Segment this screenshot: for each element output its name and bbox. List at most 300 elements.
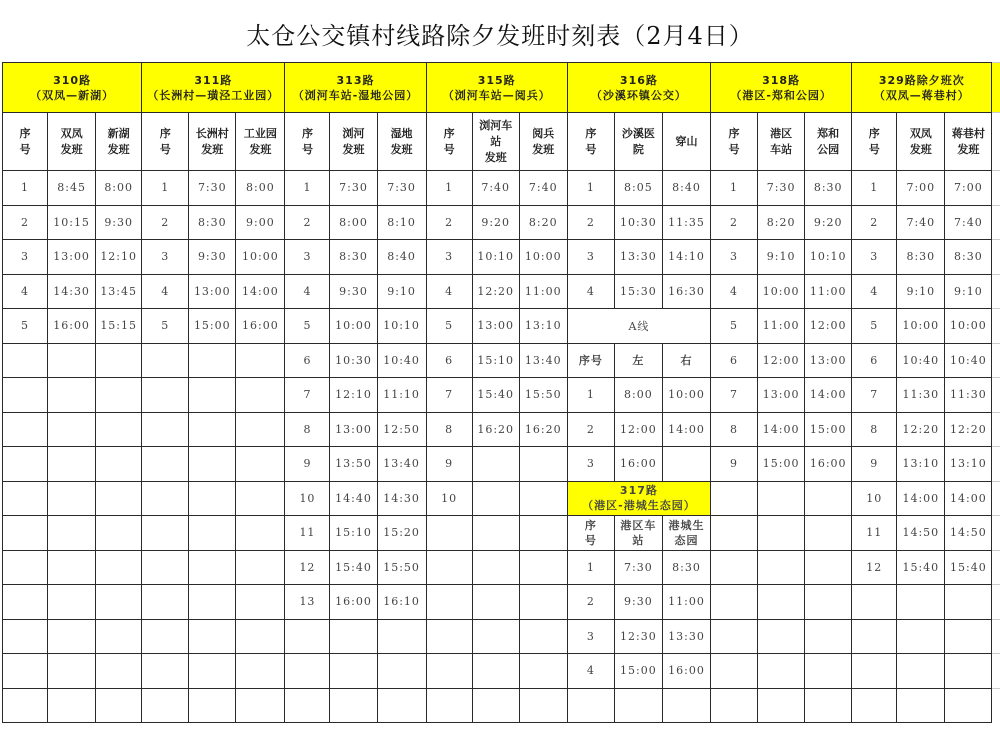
table-cell: 8:30 (945, 240, 992, 275)
empty-cell (189, 619, 236, 654)
empty-cell (236, 378, 285, 413)
table-cell: 11 (852, 516, 897, 551)
empty-grid-cell (992, 63, 1000, 113)
table-row (3, 240, 1000, 275)
table-cell: 9 (711, 447, 758, 482)
column-header: 长洲村 发班 (189, 113, 236, 171)
table-cell: 4 (567, 654, 614, 689)
empty-cell (945, 619, 992, 654)
empty-cell (711, 619, 758, 654)
table-cell: 9:30 (189, 240, 236, 275)
table-cell: 16:10 (377, 585, 426, 620)
route-endpoints: （港区-港城生态园） (582, 499, 696, 513)
table-cell: 3 (142, 240, 189, 275)
table-cell: 4 (567, 274, 614, 309)
empty-cell (758, 585, 805, 620)
empty-cell (189, 654, 236, 689)
empty-cell (236, 412, 285, 447)
table-cell: 9 (285, 447, 330, 482)
table-cell: 12:00 (758, 343, 805, 378)
table-cell: 3 (852, 240, 897, 275)
empty-cell (472, 619, 519, 654)
empty-grid-cell (992, 550, 1000, 585)
column-header: 郑和 公园 (805, 113, 852, 171)
table-cell: 2 (852, 205, 897, 240)
table-cell: 16:00 (805, 447, 852, 482)
table-cell: 5 (142, 309, 189, 344)
table-cell: 16:00 (330, 585, 377, 620)
empty-cell (662, 688, 710, 723)
empty-cell (472, 688, 519, 723)
column-header: 序号 (567, 343, 614, 378)
table-cell: 8:40 (662, 171, 710, 206)
route-name: 317路 (619, 484, 658, 498)
table-cell: 15:10 (472, 343, 519, 378)
empty-cell (711, 585, 758, 620)
route-endpoints: （长洲村—璜泾工业园） (147, 88, 280, 102)
route-name: 315路 (477, 73, 516, 87)
empty-cell (96, 481, 142, 516)
table-row (3, 205, 1000, 240)
table-cell: 12:30 (614, 619, 662, 654)
table-cell: 4 (3, 274, 48, 309)
empty-cell (285, 654, 330, 689)
route-endpoints: （双凤—蒋巷村） (873, 88, 970, 102)
table-cell: 5 (3, 309, 48, 344)
empty-cell (96, 447, 142, 482)
table-cell: 9:30 (614, 585, 662, 620)
table-cell: 2 (711, 205, 758, 240)
table-row (3, 343, 1000, 378)
table-cell: 1 (852, 171, 897, 206)
table-cell: 13:50 (330, 447, 377, 482)
empty-cell (758, 516, 805, 551)
empty-cell (472, 550, 519, 585)
column-header: 蒋巷村 发班 (945, 113, 992, 171)
empty-cell (3, 585, 48, 620)
empty-cell (142, 585, 189, 620)
empty-cell (377, 688, 426, 723)
table-cell (519, 481, 567, 516)
route-header-row (3, 63, 1000, 113)
empty-cell (897, 688, 945, 723)
empty-cell (711, 516, 758, 551)
column-header-row (3, 113, 1000, 171)
empty-cell (945, 585, 992, 620)
table-cell: 11:30 (945, 378, 992, 413)
table-row (3, 412, 1000, 447)
empty-grid-cell (992, 343, 1000, 378)
table-cell: 11:35 (662, 205, 710, 240)
table-cell: 10:10 (805, 240, 852, 275)
table-row (3, 688, 1000, 723)
empty-cell (472, 654, 519, 689)
table-cell: 7:40 (519, 171, 567, 206)
table-cell: 8:20 (519, 205, 567, 240)
table-cell: 5 (285, 309, 330, 344)
empty-cell (805, 688, 852, 723)
table-cell: 14:30 (377, 481, 426, 516)
column-header: 序 号 (142, 113, 189, 171)
empty-cell (897, 654, 945, 689)
table-cell: 10:00 (897, 309, 945, 344)
column-header: 新湖 发班 (96, 113, 142, 171)
table-cell: 14:50 (897, 516, 945, 551)
table-cell: 3 (3, 240, 48, 275)
table-cell: 11:00 (758, 309, 805, 344)
empty-cell (189, 516, 236, 551)
empty-cell (945, 688, 992, 723)
empty-cell (711, 688, 758, 723)
table-cell: 7:40 (472, 171, 519, 206)
empty-cell (48, 550, 96, 585)
table-cell: 13:30 (662, 619, 710, 654)
table-cell: 10:00 (758, 274, 805, 309)
table-cell: 11:30 (897, 378, 945, 413)
table-cell: 7:00 (945, 171, 992, 206)
table-cell: 8:00 (330, 205, 377, 240)
table-cell: 4 (426, 274, 472, 309)
empty-cell (3, 654, 48, 689)
column-header: 序 号 (567, 516, 614, 551)
empty-grid-cell (992, 412, 1000, 447)
empty-cell (236, 550, 285, 585)
table-cell: 16:30 (662, 274, 710, 309)
table-cell: 7 (285, 378, 330, 413)
table-cell: 11:00 (805, 274, 852, 309)
table-cell: 11:10 (377, 378, 426, 413)
table-row (3, 550, 1000, 585)
empty-grid-cell (992, 688, 1000, 723)
empty-cell (3, 516, 48, 551)
table-cell: 15:40 (330, 550, 377, 585)
table-cell: 14:50 (945, 516, 992, 551)
table-cell: 2 (567, 205, 614, 240)
table-cell: 16:20 (519, 412, 567, 447)
table-cell: 5 (426, 309, 472, 344)
empty-cell (758, 481, 805, 516)
table-cell: 8:40 (377, 240, 426, 275)
empty-cell (852, 585, 897, 620)
table-cell: 12:00 (614, 412, 662, 447)
empty-cell (96, 585, 142, 620)
table-cell: 2 (567, 412, 614, 447)
table-cell: 11:00 (519, 274, 567, 309)
empty-cell (3, 447, 48, 482)
table-cell: 15:00 (614, 654, 662, 689)
empty-cell (330, 688, 377, 723)
empty-cell (142, 447, 189, 482)
column-header: 湿地 发班 (377, 113, 426, 171)
empty-cell (567, 688, 614, 723)
table-cell: 1 (567, 378, 614, 413)
empty-cell (96, 516, 142, 551)
table-cell: 13:40 (519, 343, 567, 378)
table-row (3, 654, 1000, 689)
empty-cell (189, 447, 236, 482)
empty-cell (805, 481, 852, 516)
table-cell: 2 (142, 205, 189, 240)
empty-cell (142, 343, 189, 378)
table-cell: 13:00 (758, 378, 805, 413)
table-cell: 2 (567, 585, 614, 620)
empty-cell (189, 378, 236, 413)
table-cell: 13:00 (330, 412, 377, 447)
table-cell: 13:00 (189, 274, 236, 309)
table-cell: 9:30 (96, 205, 142, 240)
table-cell (472, 447, 519, 482)
table-cell: 14:00 (758, 412, 805, 447)
table-cell: 14:00 (805, 378, 852, 413)
empty-grid-cell (992, 205, 1000, 240)
empty-cell (519, 550, 567, 585)
empty-cell (472, 516, 519, 551)
route-header (567, 63, 710, 113)
table-cell: 10:00 (662, 378, 710, 413)
schedule-table (2, 62, 1000, 723)
route-name: 311路 (194, 73, 233, 87)
empty-cell (96, 550, 142, 585)
table-cell: 15:00 (758, 447, 805, 482)
table-cell: 7 (852, 378, 897, 413)
empty-cell (711, 550, 758, 585)
empty-cell (96, 343, 142, 378)
route-name: 310路 (53, 73, 92, 87)
route-endpoints: （双凤—新湖） (30, 88, 115, 102)
empty-cell (189, 343, 236, 378)
column-header: 双凤 发班 (897, 113, 945, 171)
column-header: 沙溪医 院 (614, 113, 662, 171)
table-cell: 13:10 (897, 447, 945, 482)
table-cell (662, 447, 710, 482)
column-header: 港区 车站 (758, 113, 805, 171)
table-cell: 8:10 (377, 205, 426, 240)
table-row (3, 447, 1000, 482)
table-cell: 6 (285, 343, 330, 378)
table-cell: 3 (567, 619, 614, 654)
empty-cell (377, 619, 426, 654)
table-cell: 5 (711, 309, 758, 344)
table-row (3, 171, 1000, 206)
empty-grid-cell (992, 516, 1000, 551)
table-cell: 8 (426, 412, 472, 447)
table-cell: 7:30 (377, 171, 426, 206)
empty-cell (852, 688, 897, 723)
route-header (711, 63, 852, 113)
table-cell: 8:30 (897, 240, 945, 275)
table-cell: 3 (285, 240, 330, 275)
table-cell: 2 (426, 205, 472, 240)
table-cell: 13 (285, 585, 330, 620)
table-cell: 10:40 (945, 343, 992, 378)
table-cell: 1 (285, 171, 330, 206)
empty-cell (3, 481, 48, 516)
table-cell: 10 (852, 481, 897, 516)
column-header: 浏河 发班 (330, 113, 377, 171)
empty-cell (96, 412, 142, 447)
empty-cell (519, 654, 567, 689)
table-cell: 10:00 (330, 309, 377, 344)
table-cell: 14:00 (236, 274, 285, 309)
empty-cell (189, 688, 236, 723)
empty-cell (48, 619, 96, 654)
empty-cell (48, 378, 96, 413)
table-cell: 13:40 (377, 447, 426, 482)
empty-cell (236, 447, 285, 482)
empty-grid-cell (992, 171, 1000, 206)
table-cell: 8:05 (614, 171, 662, 206)
table-cell: 9:10 (377, 274, 426, 309)
table-cell: 11:00 (662, 585, 710, 620)
table-cell: 9:10 (897, 274, 945, 309)
table-cell: 16:00 (236, 309, 285, 344)
empty-cell (519, 688, 567, 723)
empty-grid-cell (992, 619, 1000, 654)
table-cell: 12 (285, 550, 330, 585)
empty-cell (377, 654, 426, 689)
table-cell: 8:00 (614, 378, 662, 413)
table-cell: 7 (711, 378, 758, 413)
empty-cell (805, 585, 852, 620)
empty-cell (519, 516, 567, 551)
table-cell: 14:10 (662, 240, 710, 275)
table-cell: 15:30 (614, 274, 662, 309)
route-name: 329路除夕班次 (878, 73, 965, 87)
table-row (3, 619, 1000, 654)
table-row (3, 481, 1000, 516)
table-cell: 12:20 (945, 412, 992, 447)
table-cell: 7:40 (945, 205, 992, 240)
empty-cell (236, 343, 285, 378)
column-header: 右 (662, 343, 710, 378)
empty-cell (142, 550, 189, 585)
empty-cell (96, 619, 142, 654)
empty-cell (330, 654, 377, 689)
table-cell: 13:00 (48, 240, 96, 275)
column-header: 阅兵 发班 (519, 113, 567, 171)
empty-grid-cell (992, 274, 1000, 309)
table-cell: 8:30 (189, 205, 236, 240)
empty-cell (426, 585, 472, 620)
empty-cell (519, 585, 567, 620)
empty-cell (3, 688, 48, 723)
route-header (3, 63, 142, 113)
table-cell: 1 (426, 171, 472, 206)
table-cell: 13:10 (945, 447, 992, 482)
table-cell: 7:30 (330, 171, 377, 206)
table-cell: 15:00 (189, 309, 236, 344)
table-cell: 3 (711, 240, 758, 275)
empty-grid-cell (992, 378, 1000, 413)
table-cell: 12:20 (472, 274, 519, 309)
column-header: 穿山 (662, 113, 710, 171)
table-cell: 15:40 (945, 550, 992, 585)
empty-cell (236, 619, 285, 654)
table-cell: 4 (852, 274, 897, 309)
table-cell: 10:00 (236, 240, 285, 275)
table-cell: 8:30 (662, 550, 710, 585)
empty-cell (48, 481, 96, 516)
table-cell: 4 (711, 274, 758, 309)
table-cell: 8:20 (758, 205, 805, 240)
column-header: 左 (614, 343, 662, 378)
table-cell: 12:10 (96, 240, 142, 275)
table-cell: 14:30 (48, 274, 96, 309)
empty-cell (48, 688, 96, 723)
table-row (3, 516, 1000, 551)
table-cell: 11 (285, 516, 330, 551)
route-endpoints: （港区-郑和公园） (730, 88, 832, 102)
table-cell: 10 (285, 481, 330, 516)
table-cell: 9:00 (236, 205, 285, 240)
empty-cell (758, 550, 805, 585)
column-header: 序 号 (426, 113, 472, 171)
table-cell: 3 (567, 447, 614, 482)
table-cell: 6 (711, 343, 758, 378)
empty-cell (805, 550, 852, 585)
empty-cell (897, 585, 945, 620)
route-header (567, 481, 710, 516)
empty-cell (142, 412, 189, 447)
table-cell: 15:10 (330, 516, 377, 551)
table-cell (519, 447, 567, 482)
empty-cell (3, 378, 48, 413)
empty-grid-cell (992, 481, 1000, 516)
table-cell: 15:00 (805, 412, 852, 447)
table-cell: 2 (285, 205, 330, 240)
empty-cell (805, 619, 852, 654)
table-cell: 6 (852, 343, 897, 378)
route-name: 316路 (619, 73, 658, 87)
column-header: 工业园 发班 (236, 113, 285, 171)
empty-cell (48, 343, 96, 378)
empty-cell (711, 481, 758, 516)
route-endpoints: （浏河车站-湿地公园） (292, 88, 419, 102)
table-cell: 10 (426, 481, 472, 516)
table-cell: 9 (852, 447, 897, 482)
table-cell: 9 (426, 447, 472, 482)
empty-cell (758, 688, 805, 723)
route-header (285, 63, 426, 113)
empty-cell (142, 516, 189, 551)
route-header (142, 63, 285, 113)
empty-cell (897, 619, 945, 654)
empty-cell (758, 619, 805, 654)
table-cell: 7 (426, 378, 472, 413)
table-row (3, 585, 1000, 620)
empty-cell (48, 516, 96, 551)
table-cell: 15:40 (472, 378, 519, 413)
empty-cell (142, 619, 189, 654)
table-cell: 10:40 (377, 343, 426, 378)
table-cell: 8 (285, 412, 330, 447)
table-cell: 14:40 (330, 481, 377, 516)
table-cell: 12:10 (330, 378, 377, 413)
table-cell: 10:15 (48, 205, 96, 240)
column-header: 序 号 (711, 113, 758, 171)
empty-cell (236, 481, 285, 516)
empty-cell (3, 550, 48, 585)
empty-grid-cell (992, 585, 1000, 620)
empty-grid-cell (992, 240, 1000, 275)
empty-cell (3, 619, 48, 654)
table-cell: 13:10 (519, 309, 567, 344)
empty-cell (426, 550, 472, 585)
empty-cell (142, 481, 189, 516)
column-header: 港区车 站 (614, 516, 662, 551)
table-cell: 15:20 (377, 516, 426, 551)
route-header (852, 63, 992, 113)
